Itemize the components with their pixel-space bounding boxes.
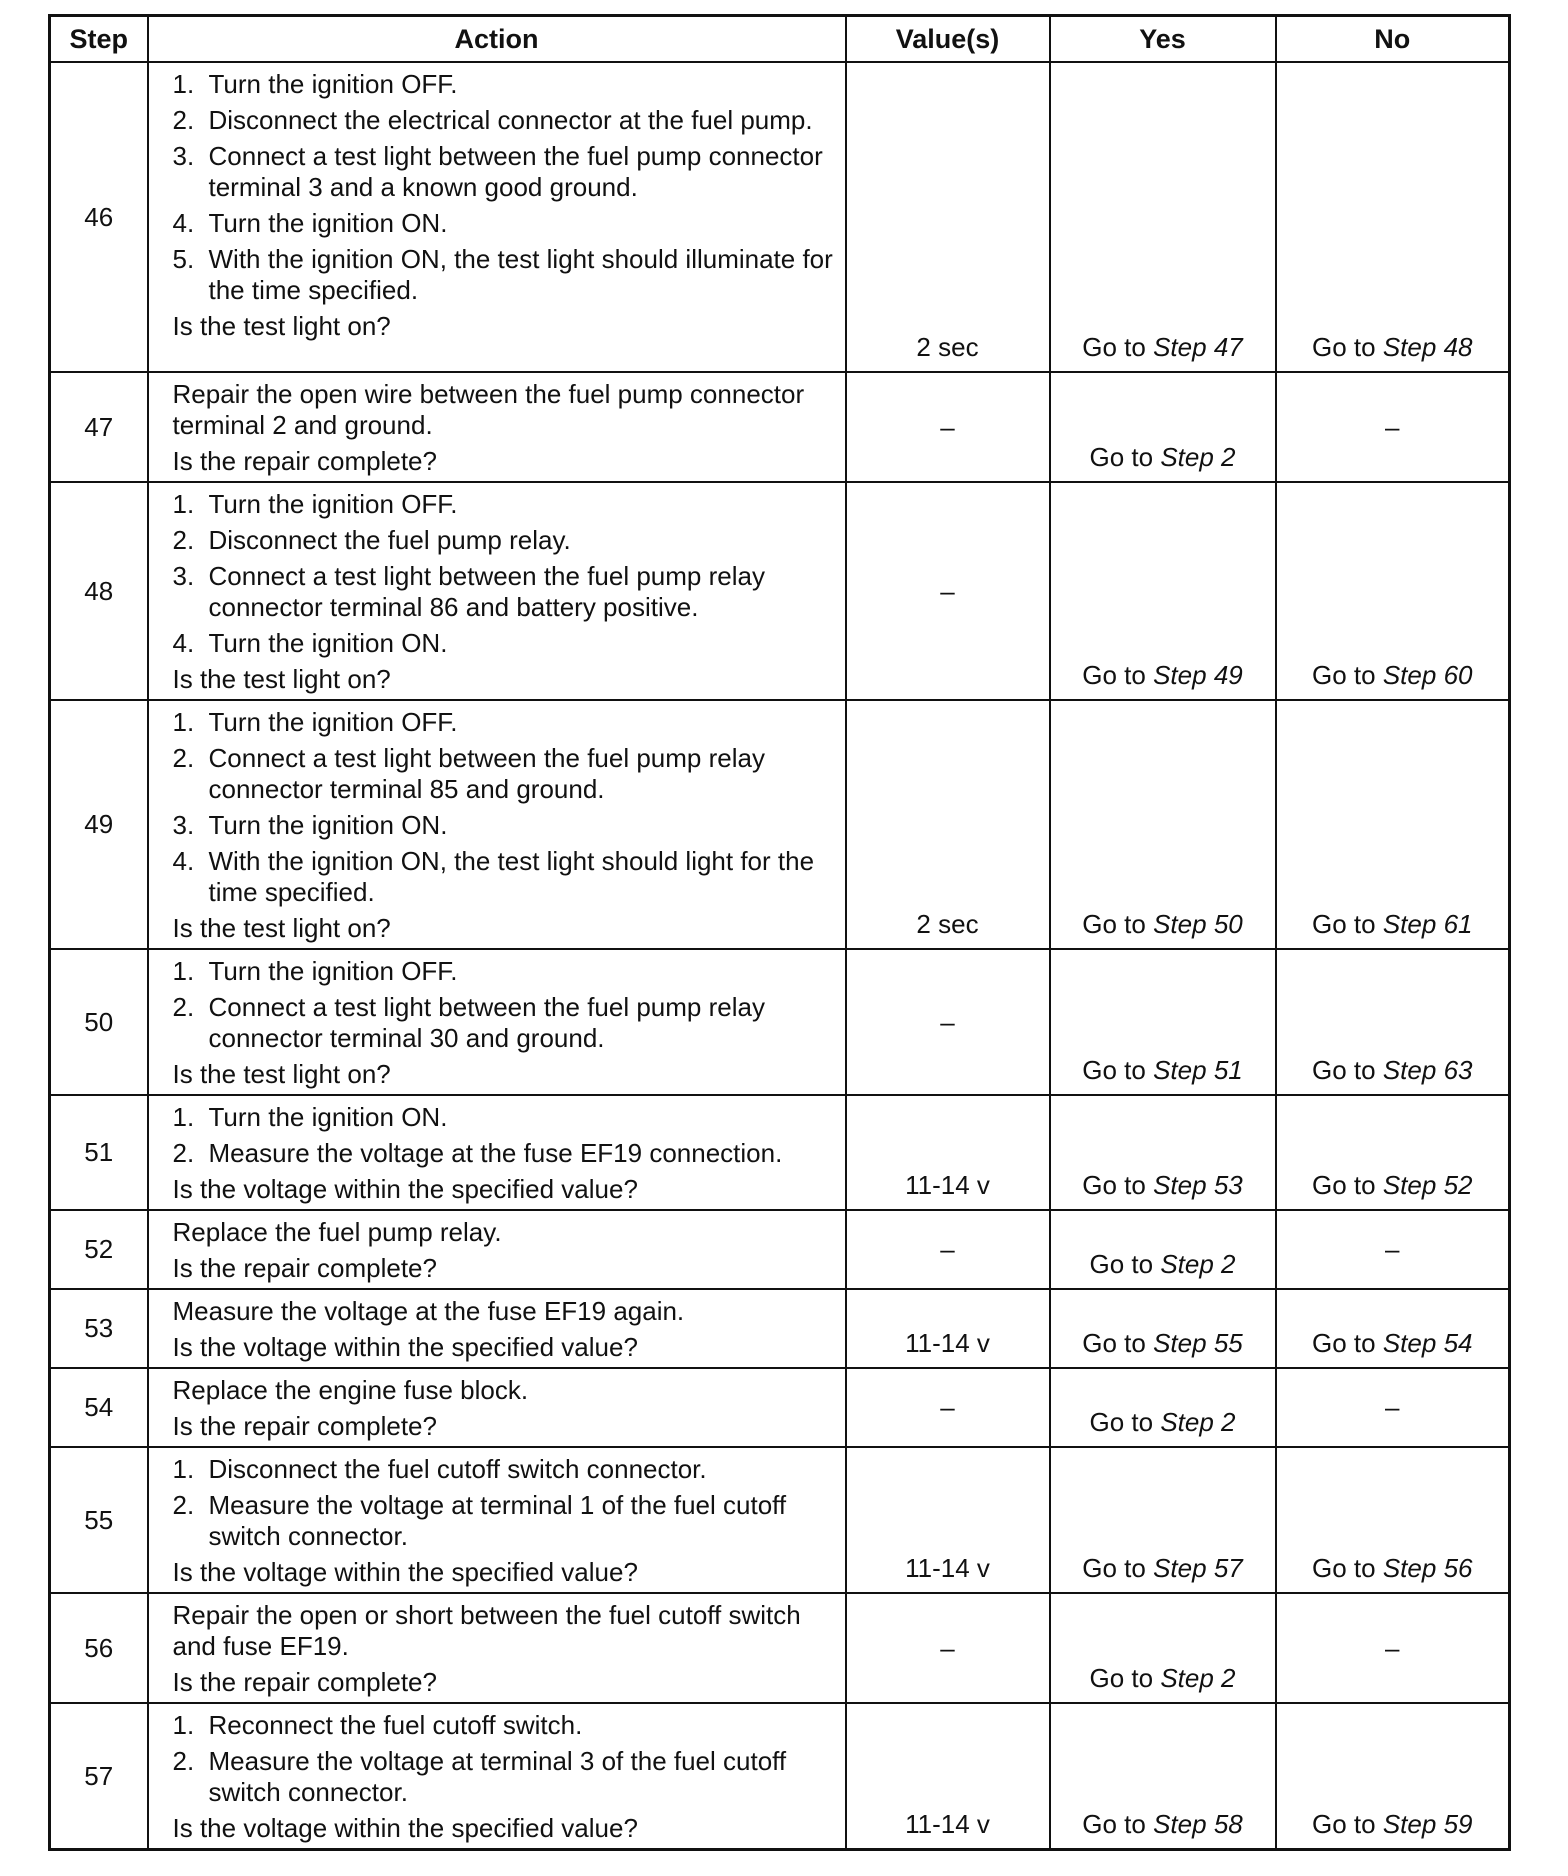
go-to-text: Go to bbox=[1312, 1170, 1376, 1200]
yes-cell-target: 49 bbox=[1213, 660, 1243, 690]
action-item-number: 3. bbox=[172, 141, 195, 171]
action-item bbox=[173, 208, 837, 239]
action-question: Is the voltage within the specified value? bbox=[172, 1332, 638, 1362]
yes-cell-target: 50 bbox=[1213, 909, 1243, 939]
action-item bbox=[173, 1102, 837, 1133]
action-item-number: 4. bbox=[172, 208, 195, 238]
go-to-text: Go to bbox=[1312, 332, 1376, 362]
action-question: Is the repair complete? bbox=[172, 1411, 437, 1441]
step-word: Step bbox=[1160, 1663, 1214, 1693]
step-number: 54 bbox=[50, 1368, 148, 1447]
action-question: Is the test light on? bbox=[172, 311, 391, 341]
action-text: Replace the engine fuse block. bbox=[172, 1375, 529, 1405]
value-cell: 11-14 v bbox=[846, 1447, 1050, 1593]
action-text: Measure the voltage at the fuse EF19 again. bbox=[172, 1296, 685, 1326]
step-word: Step bbox=[1160, 1407, 1214, 1437]
action-item bbox=[173, 628, 837, 659]
action-item-text: Measure the voltage at the fuse EF19 connection. bbox=[208, 1138, 783, 1168]
go-to-text: Go to bbox=[1312, 1055, 1376, 1085]
action-item-text: Turn the ignition OFF. bbox=[208, 489, 458, 519]
no-cell bbox=[1276, 1289, 1510, 1368]
action-item-text: Disconnect the electrical connector at the fuel pump. bbox=[208, 105, 813, 135]
no-cell bbox=[1276, 372, 1510, 482]
action-item bbox=[173, 561, 837, 623]
action-question: Is the voltage within the specified value? bbox=[172, 1557, 638, 1587]
value-cell: – bbox=[846, 1210, 1050, 1289]
action-cell bbox=[148, 700, 846, 949]
action-list bbox=[173, 707, 837, 908]
action-question: Is the repair complete? bbox=[172, 1253, 437, 1283]
no-cell-value: – bbox=[1385, 1632, 1400, 1663]
yes-cell bbox=[1050, 372, 1276, 482]
no-cell-target: 54 bbox=[1443, 1328, 1473, 1358]
no-cell-target: 60 bbox=[1443, 660, 1473, 690]
step-number: 53 bbox=[50, 1289, 148, 1368]
action-item bbox=[173, 141, 837, 203]
action-item-text: Measure the voltage at terminal 1 of the fuel cutoff switch connector. bbox=[208, 1490, 787, 1551]
action-cell bbox=[148, 1703, 846, 1850]
yes-cell bbox=[1050, 1447, 1276, 1593]
no-cell bbox=[1276, 949, 1510, 1095]
action-cell bbox=[148, 1368, 846, 1447]
no-cell bbox=[1276, 62, 1510, 372]
yes-cell-target: 2 bbox=[1221, 1663, 1236, 1693]
action-item-text: Turn the ignition ON. bbox=[208, 628, 448, 658]
action-item-number: 1. bbox=[172, 69, 195, 99]
yes-cell bbox=[1050, 1210, 1276, 1289]
table-row bbox=[50, 482, 1510, 700]
no-cell bbox=[1276, 1703, 1510, 1850]
action-item bbox=[173, 1710, 837, 1741]
value-cell: 11-14 v bbox=[846, 1289, 1050, 1368]
step-number: 51 bbox=[50, 1095, 148, 1210]
step-number: 50 bbox=[50, 949, 148, 1095]
action-cell bbox=[148, 1593, 846, 1703]
step-number: 56 bbox=[50, 1593, 148, 1703]
action-item-number: 2. bbox=[172, 992, 195, 1022]
header-values: Value(s) bbox=[846, 16, 1050, 63]
action-cell bbox=[148, 1447, 846, 1593]
step-word: Step bbox=[1153, 909, 1207, 939]
yes-cell-target: 58 bbox=[1213, 1809, 1243, 1839]
go-to-text: Go to bbox=[1082, 1328, 1146, 1358]
action-cell bbox=[148, 1289, 846, 1368]
yes-cell bbox=[1050, 1593, 1276, 1703]
no-cell-target: 56 bbox=[1443, 1553, 1473, 1583]
yes-cell-target: 53 bbox=[1213, 1170, 1243, 1200]
action-list bbox=[173, 489, 837, 659]
table-row bbox=[50, 700, 1510, 949]
diagnostic-table bbox=[48, 14, 1511, 1851]
yes-cell bbox=[1050, 949, 1276, 1095]
action-item-number: 2. bbox=[172, 1746, 195, 1776]
action-item-number: 3. bbox=[172, 561, 195, 591]
action-item-text: Turn the ignition ON. bbox=[208, 208, 448, 238]
action-item-text: Connect a test light between the fuel pump relay connector terminal 86 and battery positive. bbox=[208, 561, 765, 622]
action-item-text: Turn the ignition ON. bbox=[208, 1102, 448, 1132]
action-item-number: 2. bbox=[172, 743, 195, 773]
action-item bbox=[173, 69, 837, 100]
action-list bbox=[173, 956, 837, 1054]
action-item bbox=[173, 1490, 837, 1552]
action-item-number: 1. bbox=[172, 1102, 195, 1132]
go-to-text: Go to bbox=[1312, 909, 1376, 939]
no-cell-value: – bbox=[1385, 1392, 1400, 1422]
header-no: No bbox=[1276, 16, 1510, 63]
value-cell: – bbox=[846, 372, 1050, 482]
step-word: Step bbox=[1153, 1055, 1207, 1085]
action-item bbox=[173, 743, 837, 805]
no-cell bbox=[1276, 1368, 1510, 1447]
table-row bbox=[50, 62, 1510, 372]
action-item-number: 4. bbox=[172, 846, 195, 876]
action-cell bbox=[148, 1095, 846, 1210]
value-cell: – bbox=[846, 949, 1050, 1095]
action-item bbox=[173, 1454, 837, 1485]
action-item-text: Measure the voltage at terminal 3 of the fuel cutoff switch connector. bbox=[208, 1746, 787, 1807]
go-to-text: Go to bbox=[1312, 660, 1376, 690]
action-question: Is the voltage within the specified value? bbox=[172, 1813, 638, 1843]
diagnostic-sheet bbox=[48, 14, 1508, 1851]
step-word: Step bbox=[1153, 1328, 1207, 1358]
action-question: Is the test light on? bbox=[172, 913, 391, 943]
no-cell bbox=[1276, 1447, 1510, 1593]
header-row bbox=[50, 16, 1510, 63]
yes-cell-target: 2 bbox=[1221, 1249, 1236, 1279]
step-number: 57 bbox=[50, 1703, 148, 1850]
action-item-text: Turn the ignition ON. bbox=[208, 810, 448, 840]
step-word: Step bbox=[1153, 1553, 1207, 1583]
no-cell bbox=[1276, 1095, 1510, 1210]
action-cell bbox=[148, 372, 846, 482]
action-item-text: Connect a test light between the fuel pump relay connector terminal 85 and ground. bbox=[208, 743, 765, 804]
yes-cell-target: 47 bbox=[1213, 332, 1243, 362]
no-cell-value: – bbox=[1385, 411, 1400, 442]
action-item-text: Reconnect the fuel cutoff switch. bbox=[208, 1710, 583, 1740]
no-cell-target: 48 bbox=[1443, 332, 1473, 362]
table-row bbox=[50, 1368, 1510, 1447]
action-item bbox=[173, 992, 837, 1054]
step-word: Step bbox=[1382, 1170, 1437, 1200]
table-row bbox=[50, 1289, 1510, 1368]
action-item bbox=[173, 956, 837, 987]
no-cell-value: – bbox=[1385, 1234, 1400, 1264]
action-item-text: Turn the ignition OFF. bbox=[208, 69, 458, 99]
step-word: Step bbox=[1382, 1809, 1437, 1839]
yes-cell-target: 57 bbox=[1213, 1553, 1243, 1583]
step-number: 46 bbox=[50, 62, 148, 372]
action-cell bbox=[148, 482, 846, 700]
step-word: Step bbox=[1382, 1055, 1437, 1085]
action-item-number: 2. bbox=[172, 105, 195, 135]
value-cell: 2 sec bbox=[846, 62, 1050, 372]
no-cell bbox=[1276, 700, 1510, 949]
step-word: Step bbox=[1382, 909, 1437, 939]
yes-cell bbox=[1050, 1703, 1276, 1850]
no-cell-target: 52 bbox=[1443, 1170, 1473, 1200]
action-item-number: 2. bbox=[172, 1138, 195, 1168]
go-to-text: Go to bbox=[1082, 660, 1146, 690]
action-item-number: 1. bbox=[172, 1710, 195, 1740]
step-word: Step bbox=[1382, 1328, 1437, 1358]
value-cell: – bbox=[846, 482, 1050, 700]
action-list bbox=[173, 1710, 837, 1808]
no-cell bbox=[1276, 482, 1510, 700]
step-number: 48 bbox=[50, 482, 148, 700]
action-item-number: 1. bbox=[172, 489, 195, 519]
step-word: Step bbox=[1160, 442, 1214, 472]
go-to-text: Go to bbox=[1082, 1553, 1146, 1583]
action-text: Repair the open wire between the fuel pump connector terminal 2 and ground. bbox=[172, 379, 805, 440]
action-list bbox=[173, 69, 837, 306]
action-item-number: 4. bbox=[172, 628, 195, 658]
no-cell bbox=[1276, 1593, 1510, 1703]
yes-cell bbox=[1050, 1368, 1276, 1447]
action-list bbox=[173, 1102, 837, 1169]
step-number: 49 bbox=[50, 700, 148, 949]
value-cell: 11-14 v bbox=[846, 1703, 1050, 1850]
yes-cell bbox=[1050, 700, 1276, 949]
step-word: Step bbox=[1153, 1170, 1207, 1200]
value-cell: – bbox=[846, 1368, 1050, 1447]
header-yes: Yes bbox=[1050, 16, 1276, 63]
action-item-text: Disconnect the fuel pump relay. bbox=[208, 525, 571, 555]
action-item bbox=[173, 1138, 837, 1169]
go-to-text: Go to bbox=[1082, 332, 1146, 362]
action-item-text: Connect a test light between the fuel pump connector terminal 3 and a known good ground. bbox=[208, 141, 823, 202]
yes-cell bbox=[1050, 1289, 1276, 1368]
go-to-text: Go to bbox=[1312, 1809, 1376, 1839]
go-to-text: Go to bbox=[1082, 1055, 1146, 1085]
table-row bbox=[50, 949, 1510, 1095]
no-cell-target: 59 bbox=[1443, 1809, 1473, 1839]
step-number: 52 bbox=[50, 1210, 148, 1289]
action-item-text: With the ignition ON, the test light should light for the time specified. bbox=[208, 846, 815, 907]
action-item-text: Turn the ignition OFF. bbox=[208, 956, 458, 986]
yes-cell-target: 2 bbox=[1221, 442, 1236, 472]
header-step: Step bbox=[50, 16, 148, 63]
action-item bbox=[173, 1746, 837, 1808]
yes-cell bbox=[1050, 482, 1276, 700]
table-row bbox=[50, 1593, 1510, 1703]
table-row bbox=[50, 1210, 1510, 1289]
table-body bbox=[50, 62, 1510, 1850]
action-item-number: 1. bbox=[172, 956, 195, 986]
action-cell bbox=[148, 949, 846, 1095]
step-word: Step bbox=[1382, 660, 1437, 690]
action-item bbox=[173, 810, 837, 841]
value-cell: – bbox=[846, 1593, 1050, 1703]
yes-cell bbox=[1050, 1095, 1276, 1210]
action-list bbox=[173, 1454, 837, 1552]
action-item-number: 1. bbox=[172, 707, 195, 737]
yes-cell-target: 2 bbox=[1221, 1407, 1236, 1437]
step-number: 47 bbox=[50, 372, 148, 482]
action-item-number: 1. bbox=[172, 1454, 195, 1484]
go-to-text: Go to bbox=[1312, 1328, 1376, 1358]
value-cell: 2 sec bbox=[846, 700, 1050, 949]
action-question: Is the test light on? bbox=[172, 664, 391, 694]
action-cell bbox=[148, 62, 846, 372]
yes-cell-target: 55 bbox=[1213, 1328, 1243, 1358]
table-row bbox=[50, 1447, 1510, 1593]
step-word: Step bbox=[1153, 660, 1207, 690]
go-to-text: Go to bbox=[1089, 1663, 1154, 1693]
action-text: Repair the open or short between the fuel cutoff switch and fuse EF19. bbox=[172, 1600, 801, 1661]
table-row bbox=[50, 1703, 1510, 1850]
action-item-text: Connect a test light between the fuel pump relay connector terminal 30 and ground. bbox=[208, 992, 765, 1053]
yes-cell bbox=[1050, 62, 1276, 372]
go-to-text: Go to bbox=[1082, 1809, 1146, 1839]
action-item-text: Turn the ignition OFF. bbox=[208, 707, 458, 737]
action-item bbox=[173, 105, 837, 136]
header-action: Action bbox=[148, 16, 846, 63]
no-cell bbox=[1276, 1210, 1510, 1289]
step-word: Step bbox=[1153, 332, 1207, 362]
action-item-number: 2. bbox=[172, 525, 195, 555]
action-item-number: 3. bbox=[172, 810, 195, 840]
action-item bbox=[173, 707, 837, 738]
step-word: Step bbox=[1382, 1553, 1437, 1583]
action-item bbox=[173, 525, 837, 556]
action-item bbox=[173, 846, 837, 908]
go-to-text: Go to bbox=[1089, 1249, 1154, 1279]
action-question: Is the repair complete? bbox=[172, 446, 437, 476]
yes-cell-target: 51 bbox=[1213, 1055, 1243, 1085]
step-word: Step bbox=[1382, 332, 1437, 362]
go-to-text: Go to bbox=[1082, 909, 1146, 939]
action-item-text: Disconnect the fuel cutoff switch connector. bbox=[208, 1454, 707, 1484]
action-item-text: With the ignition ON, the test light should illuminate for the time specified. bbox=[208, 244, 833, 305]
step-word: Step bbox=[1160, 1249, 1214, 1279]
action-item-number: 2. bbox=[172, 1490, 195, 1520]
table-row bbox=[50, 372, 1510, 482]
go-to-text: Go to bbox=[1082, 1170, 1146, 1200]
action-question: Is the test light on? bbox=[172, 1059, 391, 1089]
action-item bbox=[173, 489, 837, 520]
action-item bbox=[173, 244, 837, 306]
no-cell-target: 61 bbox=[1443, 909, 1473, 939]
go-to-text: Go to bbox=[1089, 1407, 1154, 1437]
action-question: Is the repair complete? bbox=[172, 1667, 437, 1697]
go-to-text: Go to bbox=[1089, 442, 1154, 472]
no-cell-target: 63 bbox=[1443, 1055, 1473, 1085]
table-row bbox=[50, 1095, 1510, 1210]
go-to-text: Go to bbox=[1312, 1553, 1376, 1583]
value-cell: 11-14 v bbox=[846, 1095, 1050, 1210]
action-question: Is the voltage within the specified value? bbox=[172, 1174, 638, 1204]
step-number: 55 bbox=[50, 1447, 148, 1593]
action-item-number: 5. bbox=[172, 244, 195, 274]
action-cell bbox=[148, 1210, 846, 1289]
action-text: Replace the fuel pump relay. bbox=[172, 1217, 502, 1247]
step-word: Step bbox=[1153, 1809, 1207, 1839]
